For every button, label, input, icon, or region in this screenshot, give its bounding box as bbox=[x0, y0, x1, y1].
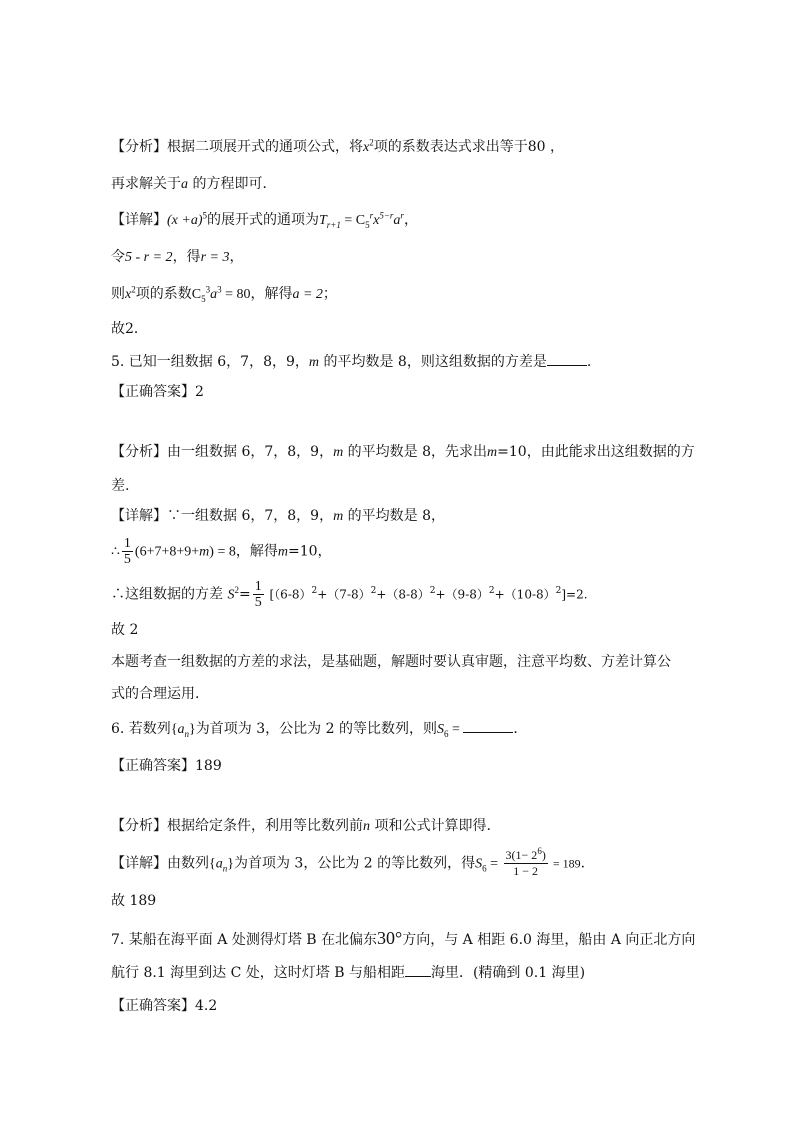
q5-detail-line-1: 【详解】∵一组数据 6，7，8，9，m 的平均数是 8， bbox=[111, 508, 446, 524]
q5-analysis-line-2: 差. bbox=[111, 478, 130, 494]
detail-line-3: 则$x^2$项的系数$C_5^3a^3 = 80$，解得a = 2； bbox=[111, 284, 337, 304]
q5-conclusion: 故 2 bbox=[111, 622, 139, 638]
section-label: 【详解】 bbox=[111, 212, 167, 228]
q6-analysis: 【分析】根据给定条件，利用等比数列前n 项和公式计算即得. bbox=[111, 818, 491, 834]
question-7-line-1: 7. 某船在海平面 A 处测得灯塔 B 在北偏东30°方向，与 A 相距 6.0 海里，船由 A 向正北方向 bbox=[111, 928, 696, 948]
section-label: 【正确答案】 bbox=[111, 384, 195, 400]
question-7-answer: 【正确答案】4.2 bbox=[111, 998, 218, 1014]
section-label: 【详解】 bbox=[111, 508, 167, 524]
section-label: 【分析】 bbox=[111, 818, 167, 834]
q5-detail-line-2: ∴ $\frac{1}{5}$ (6+7+8+9+m) = 8，解得m=10， bbox=[111, 536, 332, 567]
answer-blank bbox=[463, 720, 513, 733]
question-7-line-2: 航行 8.1 海里到达 C 处，这时灯塔 B 与船相距 海里．(精确到 0.1 海里) bbox=[111, 965, 586, 981]
q5-comment-line-1: 本题考查一组数据的方差的求法，是基础题，解题时要认真审题，注意平均数、方差计算公 bbox=[111, 654, 671, 670]
analysis-line-1: 【分析】根据二项展开式的通项公式，将$x^2$项的系数表达式求出等于80 ， bbox=[111, 137, 564, 155]
q6-detail: 【详解】由数列$\{a_n\}$为首项为 3，公比为 2 的等比数列，得$S_6$ = $\frac{3(1- 2^6)}{1 - 2}$ = 189. bbox=[111, 846, 586, 878]
question-6-answer: 【正确答案】189 bbox=[111, 758, 222, 774]
detail-line-1: 【详解】$(x +a)^5$的展开式的通项为$T_{r+1} = C_5^rx^{5-r}a^r$， bbox=[111, 210, 418, 230]
section-label: 【正确答案】 bbox=[111, 998, 195, 1014]
analysis-line-2: 再求解关于a 的方程即可． bbox=[111, 176, 277, 192]
fraction: $\frac{1}{5}$ bbox=[123, 536, 131, 567]
q6-conclusion: 故 189 bbox=[111, 893, 157, 909]
detail-line-2: 令5 - r = 2，得r = 3， bbox=[111, 249, 244, 265]
answer-blank bbox=[405, 964, 431, 977]
answer-blank bbox=[547, 353, 587, 366]
section-label: 【分析】 bbox=[111, 139, 167, 155]
q5-detail-line-3: ∴这组数据的方差 $S^2=$ $\frac{1}{5}$ $[(6-8)^2+(7-8)^2+(8-8)^2+(9-8)^2+(10-8)^2]=2$. bbox=[111, 579, 588, 610]
question-6: 6. 若数列$\{a_n\}$为首项为 3，公比为 2 的等比数列，则$S_6$ = ． bbox=[111, 721, 528, 739]
section-label: 【正确答案】 bbox=[111, 758, 195, 774]
fraction: $\frac{1}{5}$ bbox=[254, 579, 262, 610]
section-label: 【分析】 bbox=[111, 444, 167, 460]
question-5: 5. 已知一组数据 6，7，8，9，m 的平均数是 8，则这组数据的方差是 . bbox=[111, 354, 592, 370]
conclusion-line: 故2． bbox=[111, 321, 148, 337]
q5-analysis-line-1: 【分析】由一组数据 6，7，8，9，m 的平均数是 8，先求出m=10，由此能求出这组数据的方 bbox=[111, 444, 695, 460]
section-label: 【详解】 bbox=[111, 855, 167, 872]
q5-comment-line-2: 式的合理运用. bbox=[111, 686, 200, 702]
fraction: $\frac{3(1- 2^6)}{1 - 2}$ bbox=[505, 846, 546, 878]
question-5-answer: 【正确答案】2 bbox=[111, 384, 204, 400]
